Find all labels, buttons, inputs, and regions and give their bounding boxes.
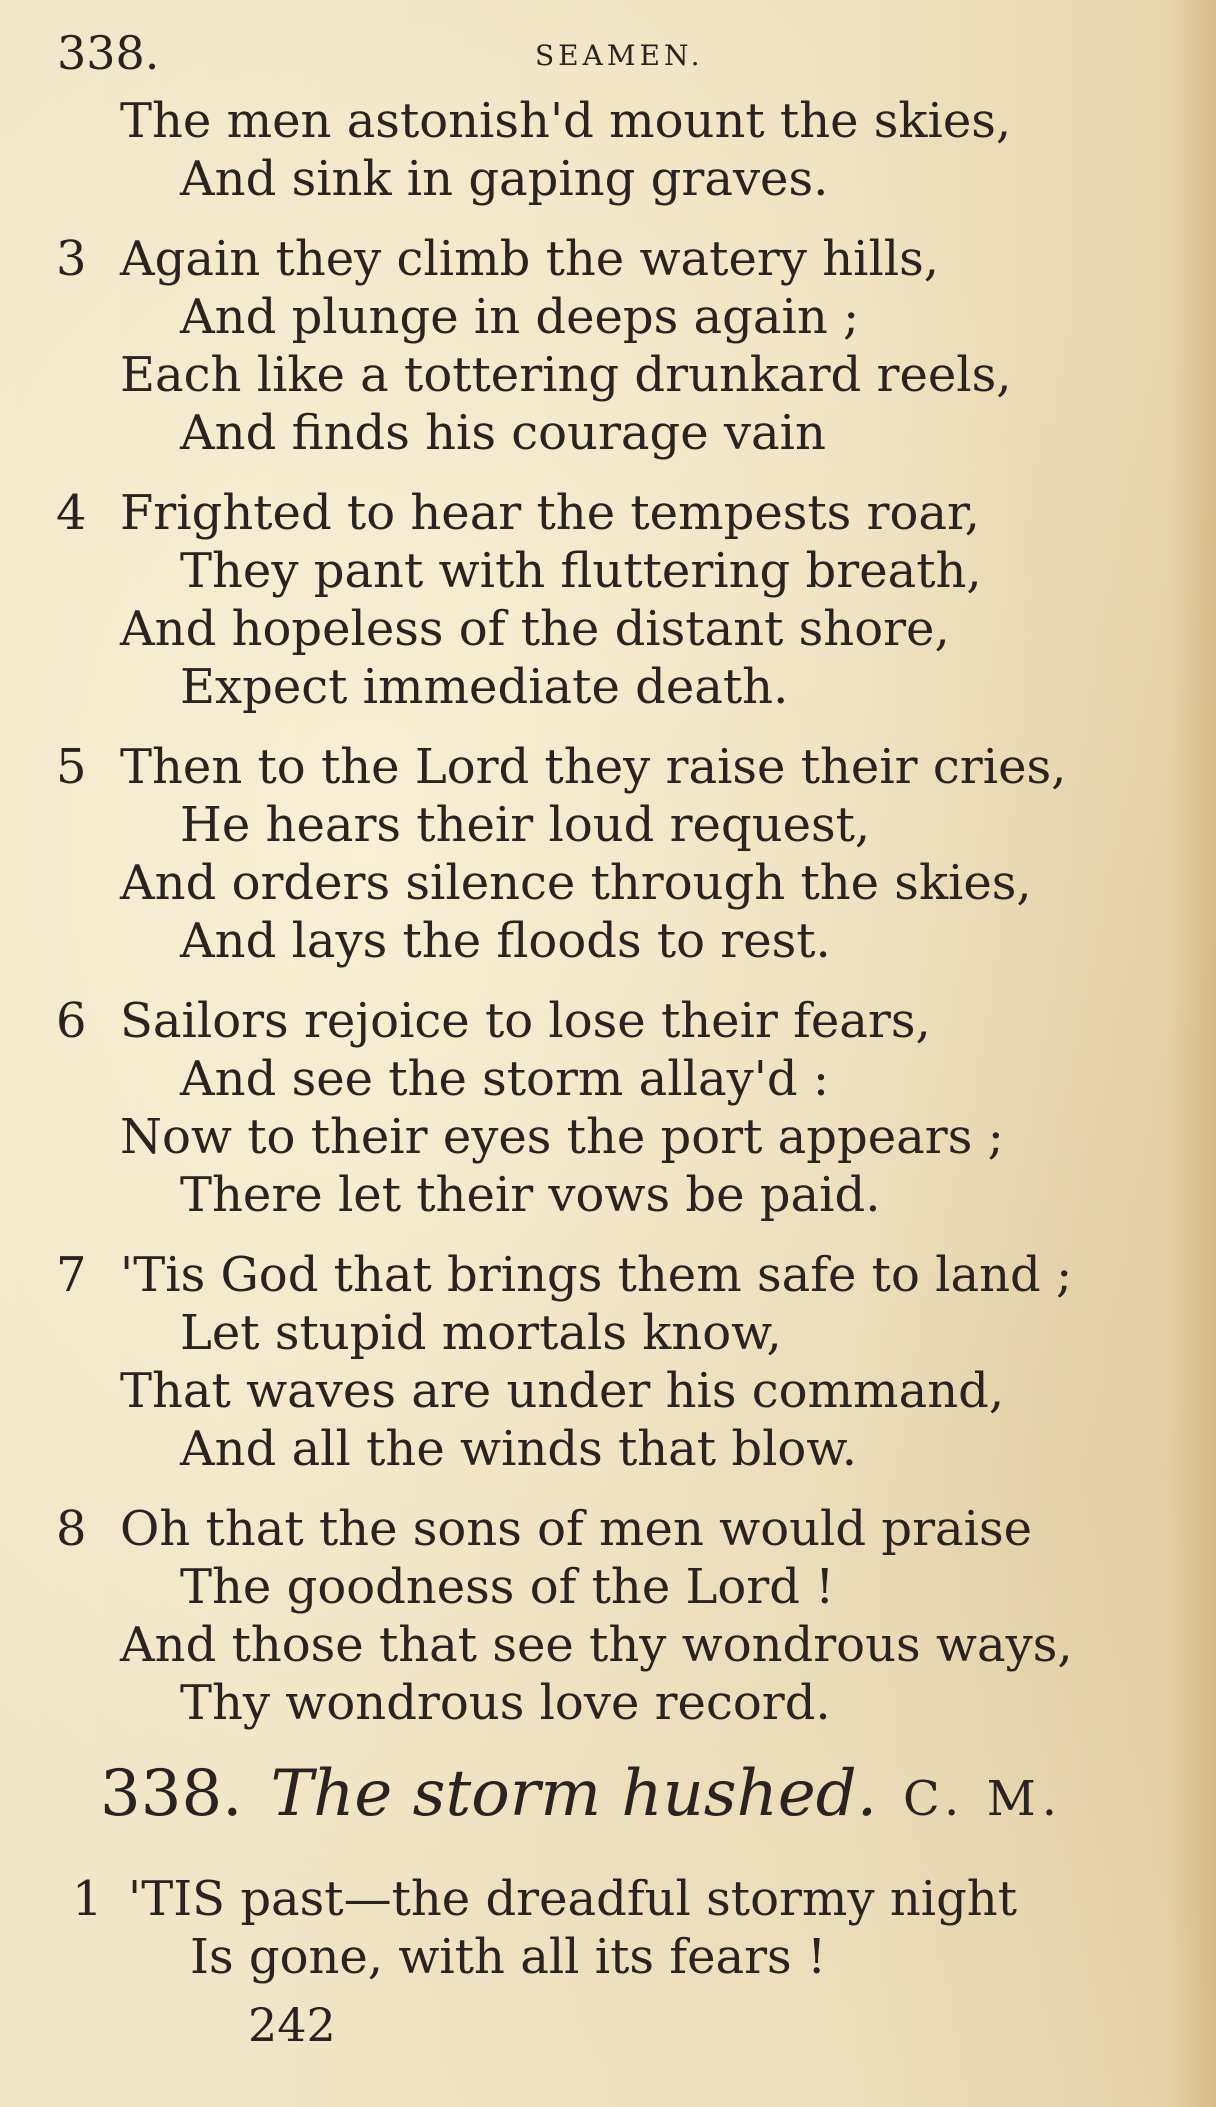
stanza-number: 8 [56,1501,87,1557]
verse-line: And sink in gaping graves. [180,151,829,207]
stanza-continued [0,92,1216,208]
verse-line: And plunge in deeps again ; [180,289,860,345]
verse-line: And all the winds that blow. [180,1421,857,1477]
verse-line: The goodness of the Lord ! [180,1559,835,1615]
verse-line: That waves are under his command, [120,1363,1005,1419]
stanza-number: 4 [56,485,87,541]
stanza-number: 5 [56,739,87,795]
hymn-title: The storm hushed. [270,1757,878,1831]
verse-line: 8 Oh that the sons of men would praise [56,1501,1033,1557]
stanza-number: 3 [56,231,87,287]
verse-line: Now to their eyes the port appears ; [120,1109,1004,1165]
verse-line: And lays the floods to rest. [180,913,831,969]
verse-line: 5 Then to the Lord they raise their cries, [56,739,1067,795]
verse-line: There let their vows be paid. [180,1167,881,1223]
stanza-5 [0,738,1216,970]
verse-line: Expect immediate death. [180,659,789,715]
verse-line: And see the storm allay'd : [180,1051,830,1107]
verse-line: Each like a tottering drunkard reels, [120,347,1012,403]
running-head: SEAMEN. [535,39,704,72]
verse-line: The men astonish'd mount the skies, [120,93,1012,149]
verse-line: 1 'TIS past—the dreadful stormy night [72,1871,1018,1927]
stanza-7 [0,1246,1216,1478]
stanza-number: 1 [72,1871,103,1927]
verse-line: 3 Again they climb the watery hills, [56,231,940,287]
verse-line: And finds his courage vain [180,405,826,461]
verse-line: He hears their loud request, [180,797,871,853]
signature-mark: 242 [248,1998,336,2052]
verse-line: And hopeless of the distant shore, [120,601,950,657]
verse-line: Is gone, with all its fears ! [190,1929,827,1985]
hymn-heading [100,1754,1063,1839]
verse-line: And orders silence through the skies, [120,855,1032,911]
hymn-number: 338. [100,1757,243,1831]
verse-line: They pant with fluttering breath, [180,543,982,599]
verse-line: Thy wondrous love record. [180,1675,831,1731]
hymn-meter: C. M. [903,1771,1063,1827]
next-hymn-stanza [0,1870,1216,1986]
verse-line: 6 Sailors rejoice to lose their fears, [56,993,931,1049]
stanza-number: 7 [56,1247,87,1303]
verse-line: Let stupid mortals know, [180,1305,782,1361]
verse-line: 7 'Tis God that brings them safe to land ; [56,1247,1073,1303]
stanza-6 [0,992,1216,1224]
page-header [57,28,1157,78]
page-number: 338. [57,26,160,80]
verse-line: 4 Frighted to hear the tempests roar, [56,485,980,541]
verse-line: And those that see thy wondrous ways, [120,1617,1073,1673]
hymn-text [0,92,1216,1754]
stanza-3 [0,230,1216,462]
stanza-4 [0,484,1216,716]
stanza-number: 6 [56,993,87,1049]
stanza-8 [0,1500,1216,1732]
